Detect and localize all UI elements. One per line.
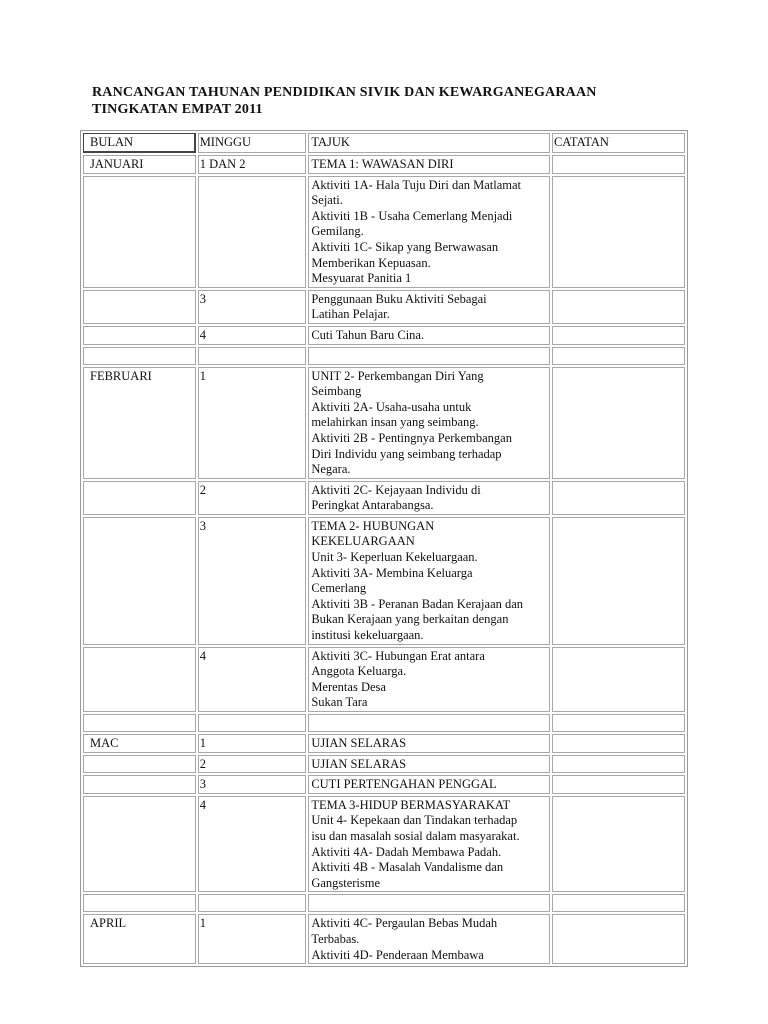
tajuk-line: Aktiviti 1C- Sikap yang Berwawasan [311,239,499,254]
cell-minggu: 1 DAN 2 [198,155,307,174]
table-row [83,367,685,479]
tajuk-line: TEMA 1: WAWASAN DIRI [311,157,454,171]
table-row [83,647,685,712]
cell-minggu: 4 [198,796,307,893]
cell-catatan [552,517,685,645]
cell-minggu: 2 [198,755,307,774]
table-row [83,734,685,753]
cell-bulan [83,290,196,324]
tajuk-line: UJIAN SELARAS [311,736,407,750]
table-row [83,155,685,174]
cell-bulan [83,755,196,774]
tajuk-line: Aktiviti 4D- Penderaan Membawa [311,947,484,962]
cell-tajuk [308,326,550,345]
cell-tajuk [308,796,550,893]
cell-bulan [83,796,196,893]
document-title [92,84,597,118]
cell-minggu [198,176,307,288]
tajuk-line: Memberikan Kepuasan. [311,255,431,270]
table-header-row [83,133,685,153]
tajuk-line: Cuti Tahun Baru Cina. [311,327,425,342]
cell-catatan [552,326,685,345]
cell-tajuk [308,914,550,964]
cell-bulan: APRIL [83,914,196,964]
cell-catatan [552,894,685,912]
tajuk-line: Aktiviti 2C- Kejayaan Individu di [311,482,481,497]
tajuk-line: CUTI PERTENGAHAN PENGGAL [311,777,497,792]
cell-catatan [552,796,685,893]
cell-minggu: 4 [198,326,307,345]
tajuk-line: TEMA 2- HUBUNGAN [311,518,435,533]
table-row [83,796,685,893]
cell-bulan: FEBRUARI [83,367,196,479]
table-row [83,176,685,288]
cell-catatan [552,290,685,324]
table-row [83,775,685,794]
cell-tajuk [308,734,550,753]
cell-tajuk [308,714,550,732]
table-row [83,290,685,324]
cell-tajuk [308,775,550,794]
table-row [83,714,685,732]
cell-bulan: MAC [83,734,196,753]
tajuk-line: TEMA 3-HIDUP BERMASYARAKAT [311,797,511,812]
cell-bulan [83,517,196,645]
cell-tajuk [308,176,550,288]
tajuk-line: KEKELUARGAAN [311,534,415,549]
cell-tajuk [308,290,550,324]
tajuk-line: Negara. [311,462,351,477]
tajuk-line: Gemilang. [311,224,364,239]
cell-minggu: 3 [198,290,307,324]
cell-bulan [83,176,196,288]
table-row [83,755,685,774]
cell-catatan [552,647,685,712]
cell-minggu: 2 [198,481,307,515]
cell-tajuk [308,155,550,174]
tajuk-line: Aktiviti 2B - Pentingnya Perkembangan [311,430,512,445]
cell-minggu: 4 [198,647,307,712]
cell-tajuk [308,894,550,912]
table-row [83,347,685,365]
cell-bulan [83,481,196,515]
tajuk-line: Terbabas. [311,931,360,946]
cell-catatan [552,155,685,174]
cell-catatan [552,914,685,964]
cell-bulan: JANUARI [83,155,196,174]
title-line-1: RANCANGAN TAHUNAN PENDIDIKAN SIVIK DAN KEWARGANEGARAAN [92,85,597,100]
cell-catatan [552,367,685,479]
cell-catatan [552,176,685,288]
tajuk-line: Mesyuarat Panitia 1 [311,271,412,286]
tajuk-line: Bukan Kerajaan yang berkaitan dengan [311,612,509,627]
cell-catatan [552,734,685,753]
tajuk-line: Diri Individu yang seimbang terhadap [311,446,502,461]
cell-tajuk [308,347,550,365]
cell-catatan [552,347,685,365]
tajuk-line: Aktiviti 2A- Usaha-usaha untuk [311,399,472,414]
cell-catatan [552,775,685,794]
tajuk-line: institusi kekeluargaan. [311,628,424,643]
table-row [83,517,685,645]
cell-minggu [198,347,307,365]
header-tajuk: TAJUK [308,133,550,153]
tajuk-line: Sejati. [311,193,343,208]
tajuk-line: Aktiviti 4C- Pergaulan Bebas Mudah [311,916,498,931]
table-row [83,894,685,912]
tajuk-line: Aktiviti 3A- Membina Keluarga [311,565,473,580]
tajuk-line: Aktiviti 1A- Hala Tuju Diri dan Matlamat [311,177,522,192]
cell-minggu [198,714,307,732]
tajuk-line: Anggota Keluarga. [311,664,407,679]
tajuk-line: Aktiviti 4B - Masalah Vandalisme dan [311,860,504,875]
tajuk-line: Gangsterisme [311,875,381,890]
tajuk-line: Aktiviti 3C- Hubungan Erat antara [311,648,485,663]
cell-bulan [83,714,196,732]
cell-tajuk [308,755,550,774]
tajuk-line: isu dan masalah sosial dalam masyarakat. [311,828,520,843]
header-catatan: CATATAN [552,133,685,153]
tajuk-line: Aktiviti 3B - Peranan Badan Kerajaan dan [311,596,524,611]
cell-bulan [83,894,196,912]
cell-catatan [552,481,685,515]
table-row [83,481,685,515]
cell-minggu [198,894,307,912]
cell-bulan [83,647,196,712]
title-line-2: TINGKATAN EMPAT 2011 [92,102,263,117]
cell-bulan [83,326,196,345]
tajuk-line: UJIAN SELARAS [311,756,407,771]
cell-minggu: 1 [198,734,307,753]
tajuk-line: Latihan Pelajar. [311,307,390,322]
tajuk-line: Penggunaan Buku Aktiviti Sebagai [311,291,487,306]
tajuk-line: Unit 4- Kepekaan dan Tindakan terhadap [311,813,518,828]
cell-minggu: 1 [198,914,307,964]
cell-tajuk [308,647,550,712]
cell-minggu: 3 [198,775,307,794]
cell-catatan [552,714,685,732]
tajuk-line: Sukan Tara [311,695,368,710]
annual-plan-table [80,130,688,967]
tajuk-line: Aktiviti 1B - Usaha Cemerlang Menjadi [311,208,513,223]
cell-tajuk [308,367,550,479]
tajuk-line: UNIT 2- Perkembangan Diri Yang [311,368,484,383]
tajuk-line: Unit 3- Keperluan Kekeluargaan. [311,550,478,565]
tajuk-line: melahirkan insan yang seimbang. [311,415,479,430]
tajuk-line: Seimbang [311,384,362,399]
tajuk-line: Cemerlang [311,581,367,596]
table-row [83,914,685,964]
tajuk-line: Aktiviti 4A- Dadah Membawa Padah. [311,844,502,859]
cell-tajuk [308,481,550,515]
table-row [83,326,685,345]
cell-tajuk [308,517,550,645]
cell-minggu: 1 [198,367,307,479]
cell-catatan [552,755,685,774]
header-minggu: MINGGU [198,133,307,153]
cell-bulan [83,775,196,794]
cell-minggu: 3 [198,517,307,645]
header-bulan: BULAN [83,133,196,153]
tajuk-line: Peringkat Antarabangsa. [311,498,434,513]
cell-bulan [83,347,196,365]
tajuk-line: Merentas Desa [311,679,386,694]
